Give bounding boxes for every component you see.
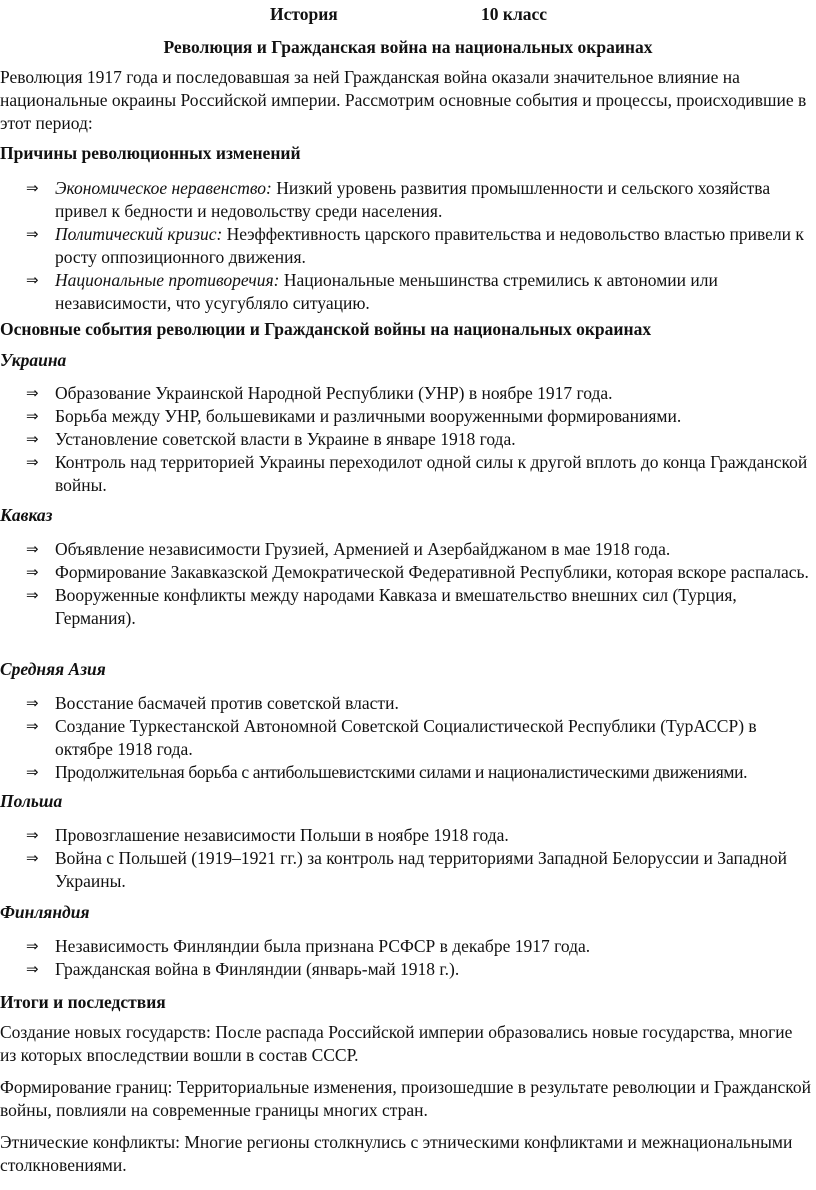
list-item (0, 584, 812, 630)
arrow-right-icon: ⇒ (26, 430, 39, 448)
arrow-right-icon: ⇒ (26, 271, 39, 289)
list-item (0, 538, 812, 561)
item-text: Формирование Закавказской Демократической Федеративной Республики, которая вскоре распалась. (55, 562, 809, 582)
item-label: Национальные противоречия: (55, 270, 280, 290)
arrow-right-icon: ⇒ (26, 937, 39, 955)
arrow-right-icon: ⇒ (26, 225, 39, 243)
caucasus-heading: Кавказ (0, 505, 53, 525)
list-item (0, 692, 812, 715)
arrow-right-icon: ⇒ (26, 826, 39, 844)
item-text: Гражданская война в Финляндии (январь-май 1918 г.). (55, 959, 460, 979)
document-title: Революция и Гражданская война на национальных окраинах (163, 37, 653, 57)
arrow-right-icon: ⇒ (26, 849, 39, 867)
list-item (0, 935, 812, 958)
item-text: Неэффективность царского правительства и недовольство властью привели к росту оппозиционного движения. (55, 224, 804, 267)
item-text: Национальные меньшинства стремились к автономии или независимости, что усугубляло ситуацию. (55, 270, 718, 313)
item-text: Восстание басмачей против советской власти. (55, 693, 399, 713)
results-paragraph: Этнические конфликты: Многие регионы столкнулись с этническими конфликтами и межнациональными столкновениями. (0, 1132, 793, 1175)
arrow-right-icon: ⇒ (26, 384, 39, 402)
arrow-right-icon: ⇒ (26, 717, 39, 735)
arrow-right-icon: ⇒ (26, 453, 39, 471)
item-text: Вооруженные конфликты между народами Кавказа и вмешательство внешних сил (Турция, Германия). (55, 585, 737, 628)
finland-list (0, 935, 812, 981)
results-paragraph: Формирование границ: Территориальные изменения, произошедшие в результате революции и Гражданской войны, повлияли на современные границы многих стран. (0, 1077, 812, 1120)
item-text: Независимость Финляндии была признана РСФСР в декабре 1917 года. (55, 936, 591, 956)
subject-label: История (270, 4, 338, 24)
list-item (0, 715, 812, 761)
list-item (0, 223, 812, 269)
arrow-right-icon: ⇒ (26, 586, 39, 604)
document-header (0, 3, 816, 25)
item-text: Провозглашение независимости Польши в ноябре 1918 года. (55, 825, 509, 845)
list-item (0, 428, 812, 451)
finland-heading: Финляндия (0, 902, 90, 922)
grade-label: 10 класс (481, 4, 548, 24)
arrow-right-icon: ⇒ (26, 540, 39, 558)
item-label: Политический кризис: (55, 224, 223, 244)
causes-list (0, 177, 812, 315)
item-text: Создание Туркестанской Автономной Советской Социалистической Республики (ТурАССР) в октябре 1918 года. (55, 716, 757, 759)
item-text: Борьба между УНР, большевиками и различными вооруженными формированиями. (55, 406, 682, 426)
causes-heading: Причины революционных изменений (0, 143, 301, 163)
item-text: Контроль над территорией Украины переходилот одной силы к другой вплоть до конца Гражданской войны. (55, 452, 808, 495)
list-item (0, 451, 812, 497)
intro-paragraph: Революция 1917 года и последовавшая за ней Гражданская война оказали значительное влияние на национальные окраины Российской империи. Рассмотрим основные события и процессы, происходившие в этот период: (0, 67, 807, 133)
list-item (0, 761, 812, 784)
results-heading: Итоги и последствия (0, 992, 166, 1012)
arrow-right-icon: ⇒ (26, 694, 39, 712)
list-item (0, 824, 812, 847)
item-text: Образование Украинской Народной Республики (УНР) в ноябре 1917 года. (55, 383, 613, 403)
arrow-right-icon: ⇒ (26, 763, 39, 781)
arrow-right-icon: ⇒ (26, 563, 39, 581)
list-item (0, 847, 812, 893)
list-item (0, 958, 812, 981)
results-paragraph: Создание новых государств: После распада Российской империи образовались новые государства, многие из которых впоследствии вошли в состав СССР. (0, 1022, 793, 1065)
central-asia-list (0, 692, 812, 784)
item-text: Низкий уровень развития промышленности и сельского хозяйства привел к бедности и недовольству среди населения. (55, 178, 771, 221)
ukraine-list (0, 382, 812, 497)
item-text: Объявление независимости Грузией, Арменией и Азербайджаном в мае 1918 года. (55, 539, 671, 559)
list-item (0, 561, 812, 584)
events-heading: Основные события революции и Гражданской войны на национальных окраинах (0, 319, 652, 339)
central-asia-heading: Средняя Азия (0, 659, 106, 679)
item-label: Экономическое неравенство: (55, 178, 272, 198)
poland-list (0, 824, 812, 893)
poland-heading: Польша (0, 791, 63, 811)
item-text: Установление советской власти в Украине в январе 1918 года. (55, 429, 516, 449)
arrow-right-icon: ⇒ (26, 960, 39, 978)
list-item (0, 177, 812, 223)
item-text: Продолжительная борьба с антибольшевистскими силами и националистическими движениями. (55, 762, 748, 782)
list-item (0, 269, 812, 315)
arrow-right-icon: ⇒ (26, 179, 39, 197)
caucasus-list (0, 538, 812, 630)
item-text: Война с Польшей (1919–1921 гг.) за контроль над территориями Западной Белоруссии и Западной Украины. (55, 848, 788, 891)
ukraine-heading: Украина (0, 350, 67, 370)
arrow-right-icon: ⇒ (26, 407, 39, 425)
list-item (0, 405, 812, 428)
list-item (0, 382, 812, 405)
